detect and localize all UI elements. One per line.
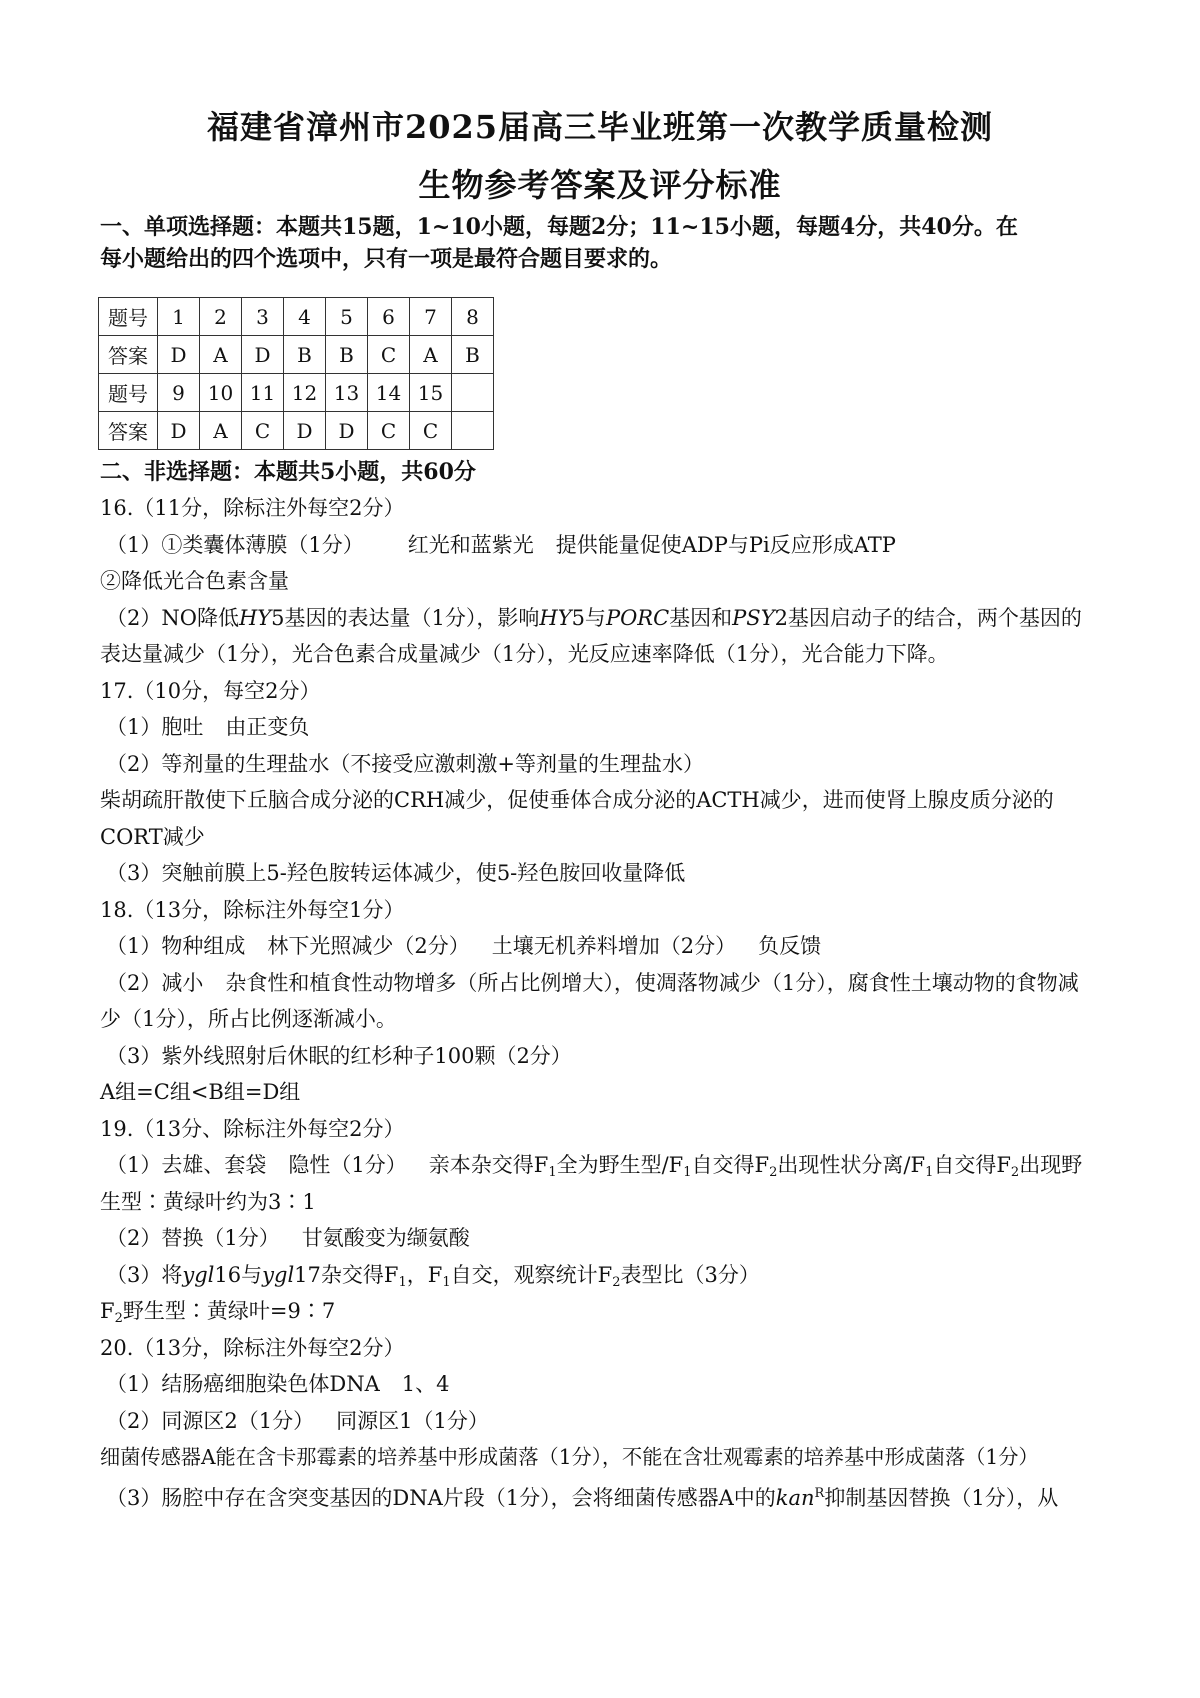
- answer-text: 基因和: [669, 606, 733, 630]
- answer-cell: [452, 412, 494, 450]
- gene-name: PSY: [732, 606, 775, 630]
- q16-part1: [106, 531, 1116, 559]
- q18-part3: （3）紫外线照射后休眠的红杉种子100颗（2分）: [106, 1044, 572, 1068]
- q20-part2-explanation: 细菌传感器A能在含卡那霉素的培养基中形成菌落（1分），不能在含壮观霉素的培养基中形成菌落（1分）: [100, 1445, 1039, 1469]
- answer-cell: C: [368, 412, 410, 450]
- gene-name: HY: [539, 606, 572, 630]
- answer-text: 同源区1（1分）: [336, 1409, 489, 1433]
- gene-name: ygl: [182, 1263, 215, 1287]
- answer-text: 全为野生型/F: [556, 1153, 684, 1177]
- answer-text: 负反馈: [758, 934, 822, 958]
- answer-cell: A: [200, 412, 242, 450]
- answer-text: 林下光照减少（2分）: [267, 934, 470, 958]
- q17-part3: （3）突触前膜上5-羟色胺转运体减少，使5-羟色胺回收量降低: [106, 861, 686, 885]
- subscript: 1: [442, 1275, 451, 1290]
- answer-cell: C: [410, 412, 452, 450]
- answer-text: （1）胞吐: [106, 715, 204, 739]
- q19-part3: [106, 1261, 1116, 1297]
- q17-part2: （2）等剂量的生理盐水（不接受应激刺激+等剂量的生理盐水）: [106, 752, 704, 776]
- table-row: [99, 374, 494, 412]
- answer-text: （1）物种组成: [106, 934, 246, 958]
- answer-text: 杂食性和植食性动物增多（所占比例增大），使凋落物减少（1分），腐食性土壤动物的食物减: [225, 971, 1079, 995]
- answer-text: （2）NO降低: [106, 606, 239, 630]
- answer-cell: B: [452, 336, 494, 374]
- answer-text: 抑制基因替换（1分），从: [824, 1486, 1059, 1510]
- answer-text: 自交，观察统计F: [450, 1263, 613, 1287]
- question-number-cell: 7: [410, 298, 452, 336]
- answer-text: 隐性（1分）: [288, 1153, 407, 1177]
- answer-cell: B: [326, 336, 368, 374]
- answer-cell: B: [284, 336, 326, 374]
- q16-part2-line2: 表达量减少（1分），光合色素合成量减少（1分），光反应速率降低（1分），光合能力下降。: [100, 642, 949, 666]
- answer-text: 提供能量促使ADP与Pi反应形成ATP: [555, 533, 896, 557]
- answer-text: （2）替换（1分）: [106, 1226, 280, 1250]
- q18-part3-result: A组=C组<B组=D组: [100, 1080, 301, 1104]
- section1-instruction-line1: 一、单项选择题：本题共15题，1~10小题，每题2分；11~15小题，每题4分，共40分。在: [100, 214, 1018, 240]
- subscript: 1: [925, 1165, 934, 1180]
- answer-cell: A: [200, 336, 242, 374]
- question-number-cell: 12: [284, 374, 326, 412]
- answer-text: 自交得F: [691, 1153, 770, 1177]
- answer-text: （1）①类囊体薄膜（1分）: [106, 533, 364, 557]
- gene-name: kan: [775, 1486, 815, 1510]
- question-number-cell: 6: [368, 298, 410, 336]
- question-number-cell: 8: [452, 298, 494, 336]
- answer-text: 甘氨酸变为缬氨酸: [301, 1226, 470, 1250]
- superscript: R: [814, 1486, 825, 1501]
- answer-cell: C: [242, 412, 284, 450]
- answer-text: （1）去雄、套袋: [106, 1153, 267, 1177]
- answer-cell: D: [158, 412, 200, 450]
- answer-text: 土壤无机养料增加（2分）: [491, 934, 737, 958]
- answer-cell: D: [284, 412, 326, 450]
- answer-text: 野生型∶黄绿叶=9∶7: [122, 1299, 336, 1323]
- subscript: 2: [612, 1275, 621, 1290]
- answer-text: 1、4: [401, 1372, 450, 1396]
- answer-cell: C: [368, 336, 410, 374]
- answer-text: 由正变负: [225, 715, 310, 739]
- q16-heading: 16.（11分，除标注外每空2分）: [100, 496, 405, 520]
- q18-part2-line2: 少（1分），所占比例逐渐减小。: [100, 1007, 397, 1031]
- q16-part1-second: ②降低光合色素含量: [100, 569, 289, 593]
- q19-part1-line2: 生型∶黄绿叶约为3∶1: [100, 1190, 316, 1214]
- answer-text: 亲本杂交得F: [428, 1153, 549, 1177]
- subscript: 2: [769, 1165, 778, 1180]
- question-number-cell: 9: [158, 374, 200, 412]
- q17-part2-explanation-end: CORT减少: [100, 825, 205, 849]
- answer-text: 5基因的表达量（1分），影响: [271, 606, 540, 630]
- q16-part2: [106, 604, 1116, 632]
- answer-cell: A: [410, 336, 452, 374]
- answer-text: （3）将: [106, 1263, 183, 1287]
- section2-heading: 二、非选择题：本题共5小题，共60分: [100, 459, 476, 485]
- question-number-cell: 2: [200, 298, 242, 336]
- q20-part3: [106, 1480, 1116, 1512]
- question-number-cell: 14: [368, 374, 410, 412]
- row-label: 题号: [99, 374, 158, 412]
- answer-text: 16与: [214, 1263, 263, 1287]
- row-label: 答案: [99, 336, 158, 374]
- q17-heading: 17.（10分，每空2分）: [100, 679, 321, 703]
- table-row: [99, 298, 494, 336]
- q19-heading: 19.（13分、除标注外每空2分）: [100, 1117, 405, 1141]
- table-row: [99, 412, 494, 450]
- answer-text: 出现野: [1019, 1153, 1083, 1177]
- gene-name: PORC: [605, 606, 670, 630]
- answer-text: 红光和蓝紫光: [407, 533, 534, 557]
- q17-part2-explanation: 柴胡疏肝散使下丘脑合成分泌的CRH减少，促使垂体合成分泌的ACTH减少，进而使肾上腺皮质分泌的: [100, 788, 1054, 812]
- answer-cell: D: [326, 412, 368, 450]
- subscript: 1: [683, 1165, 692, 1180]
- table-row: [99, 336, 494, 374]
- question-number-cell: 5: [326, 298, 368, 336]
- q17-part1: [106, 713, 1116, 741]
- answer-text: （2）减小: [106, 971, 204, 995]
- q19-part3-result: [100, 1297, 1110, 1333]
- answer-cell: D: [242, 336, 284, 374]
- document-title: 福建省漳州市2025届高三毕业班第一次教学质量检测: [206, 108, 994, 146]
- question-number-cell: 13: [326, 374, 368, 412]
- q18-heading: 18.（13分，除标注外每空1分）: [100, 898, 405, 922]
- row-label: 题号: [99, 298, 158, 336]
- answer-text: 2基因启动子的结合，两个基因的: [774, 606, 1082, 630]
- q19-part2: [106, 1224, 1116, 1252]
- question-number-cell: 11: [242, 374, 284, 412]
- question-number-cell: 1: [158, 298, 200, 336]
- gene-name: HY: [238, 606, 272, 630]
- subscript: 2: [1010, 1165, 1020, 1180]
- subscript: 2: [114, 1311, 123, 1326]
- gene-name: ygl: [262, 1263, 295, 1287]
- q18-part2: [106, 969, 1116, 997]
- answer-text: （3）肠腔中存在含突变基因的DNA片段（1分），会将细菌传感器A中的: [106, 1486, 776, 1510]
- q18-part1: [106, 932, 1116, 960]
- q19-part1: [106, 1151, 1116, 1187]
- q20-part1: [106, 1370, 1116, 1398]
- document-subtitle: 生物参考答案及评分标准: [418, 166, 782, 204]
- answer-text: 5与: [571, 606, 606, 630]
- question-number-cell: 3: [242, 298, 284, 336]
- answer-text: ，F: [406, 1263, 443, 1287]
- answer-text: 自交得F: [933, 1153, 1011, 1177]
- row-label: 答案: [99, 412, 158, 450]
- question-number-cell: 10: [200, 374, 242, 412]
- answer-text: （1）结肠癌细胞染色体DNA: [106, 1372, 380, 1396]
- q20-part2: [106, 1407, 1116, 1435]
- question-number-cell: 4: [284, 298, 326, 336]
- question-number-cell: [452, 374, 494, 412]
- question-number-cell: 15: [410, 374, 452, 412]
- subscript: 1: [398, 1275, 407, 1290]
- subscript: 1: [548, 1165, 557, 1180]
- answer-text: 17杂交得F: [294, 1263, 399, 1287]
- answer-cell: D: [158, 336, 200, 374]
- answer-text: （2）同源区2（1分）: [106, 1409, 315, 1433]
- answer-text: 出现性状分离/F: [777, 1153, 926, 1177]
- answer-text: F: [100, 1299, 115, 1323]
- answer-text: 表型比（3分）: [620, 1263, 760, 1287]
- q20-heading: 20.（13分，除标注外每空2分）: [100, 1336, 405, 1360]
- answer-table: [98, 297, 494, 450]
- section1-instruction-line2: 每小题给出的四个选项中，只有一项是最符合题目要求的。: [100, 246, 673, 272]
